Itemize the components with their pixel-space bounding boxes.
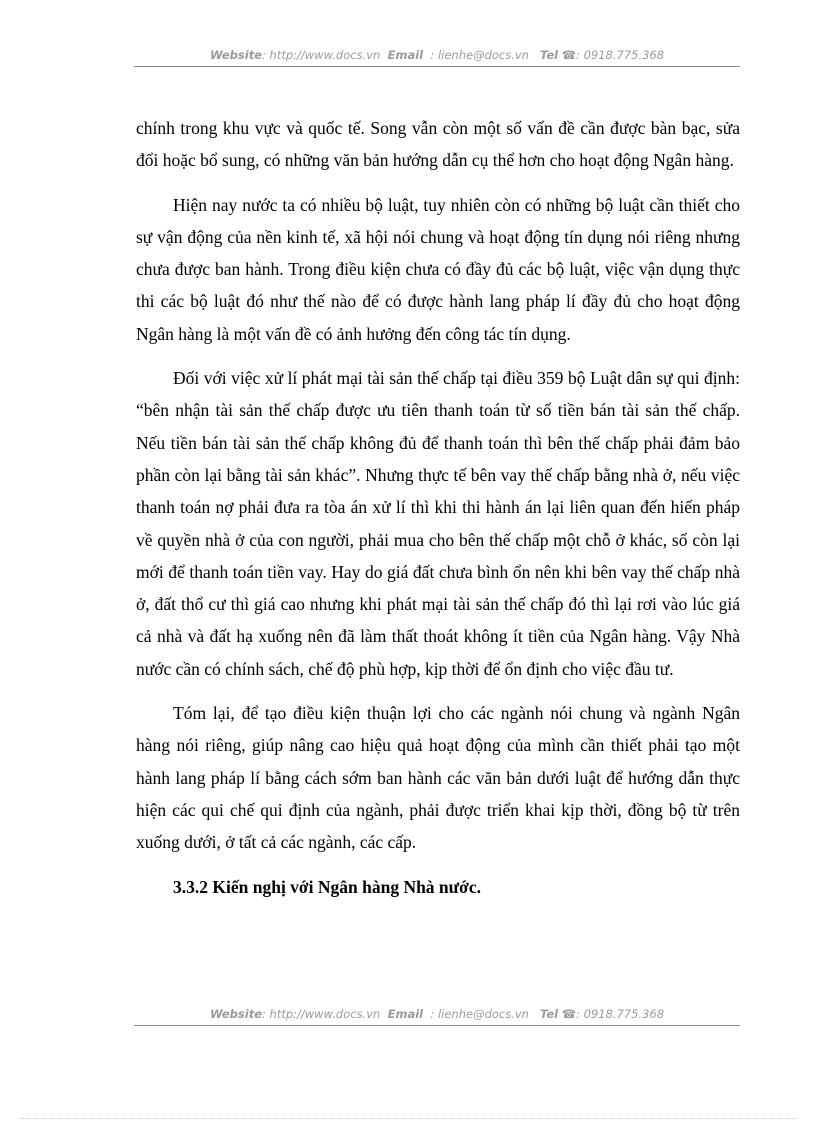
footer-website-label: Website — [209, 1007, 263, 1021]
phone-icon: ☎ — [561, 48, 577, 62]
website-value: : http://www.docs.vn — [262, 48, 381, 62]
paragraph-collateral-handling: Đối với việc xử lí phát mại tài sản thế chấp tại điều 359 bộ Luật dân sự qui định: “bên nhận tài sản thế chấp được ưu tiên thanh toán từ số tiền bán tài sản thế chấp. Nếu tiền bán tài sản thế chấp không đủ để thanh toán thì bên thế chấp phải đảm bảo phần còn lại bằng tài sản khác”. Nhưng thực tế bên vay thế chấp bằng nhà ở, nếu việc thanh toán nợ phải đưa ra tòa án xử lí thì khi thi hành án lại liên quan đến hiến pháp về quyền nhà ở của con người, phải mua cho bên thế chấp một chỗ ở khác, số còn lại mới để thanh toán tiền vay. Hay do giá đất chưa bình ổn nên khi bên vay thế chấp nhà ở, đất thổ cư thì giá cao nhưng khi phát mại tài sản thế chấp đó thì lại rơi vào lúc giá cả nhà và đất hạ xuống nên đã làm thất thoát không ít tiền của Ngân hàng. Vậy Nhà nước cần có chính sách, chế độ phù hợp, kịp thời để ổn định cho việc đầu tư. — [136, 368, 740, 679]
footer-rule — [134, 1025, 740, 1026]
footer-tel-value: : 0918.775.368 — [576, 1007, 665, 1021]
footer-phone-icon: ☎ — [561, 1007, 577, 1021]
paragraph-summary: Tóm lại, để tạo điều kiện thuận lợi cho các ngành nói chung và ngành Ngân hàng nói riêng, giúp nâng cao hiệu quả hoạt động của mình cần thiết phải tạo một hành lang pháp lí bằng cách sớm ban hành các văn bản dưới luật để hướng dẫn thực hiện các qui chế qui định của ngành, phải được triển khai kịp thời, đồng bộ từ trên xuống dưới, ở tất cả các ngành, các cấp. — [136, 703, 740, 853]
footer-email-label: Email — [387, 1007, 424, 1021]
email-value: : lienhe@docs.vn — [430, 48, 529, 62]
section-heading: 3.3.2 Kiến nghị với Ngân hàng Nhà nước. — [173, 876, 482, 897]
tel-label: Tel — [539, 48, 559, 62]
header-rule — [134, 66, 740, 67]
footer-website-value: : http://www.docs.vn — [262, 1007, 381, 1021]
paragraph-legal-framework: Hiện nay nước ta có nhiều bộ luật, tuy nhiên còn có những bộ luật cần thiết cho sự vận động của nền kinh tế, xã hội nói chung và hoạt động tín dụng nói riêng nhưng chưa được ban hành. Trong điều kiện chưa có đầy đủ các bộ luật, việc vận dụng thực thi các bộ luật đó như thế nào để có được hành lang pháp lí đầy đủ cho hoạt động Ngân hàng là một vấn đề có ảnh hưởng đến công tác tín dụng. — [136, 194, 740, 344]
email-label: Email — [387, 48, 424, 62]
page-header — [134, 48, 740, 62]
paragraph-continuation: chính trong khu vực và quốc tế. Song vẫn còn một số vấn đề cần được bàn bạc, sửa đổi hoặc bổ sung, có những văn bản hướng dẫn cụ thể hơn cho hoạt động Ngân hàng. — [136, 118, 740, 171]
document-body — [136, 112, 740, 903]
footer-tel-label: Tel — [539, 1007, 559, 1021]
page-edge-divider — [20, 1118, 796, 1119]
website-label: Website — [209, 48, 263, 62]
footer-email-value: : lienhe@docs.vn — [430, 1007, 529, 1021]
tel-value: : 0918.775.368 — [576, 48, 665, 62]
page-footer — [134, 1007, 740, 1021]
